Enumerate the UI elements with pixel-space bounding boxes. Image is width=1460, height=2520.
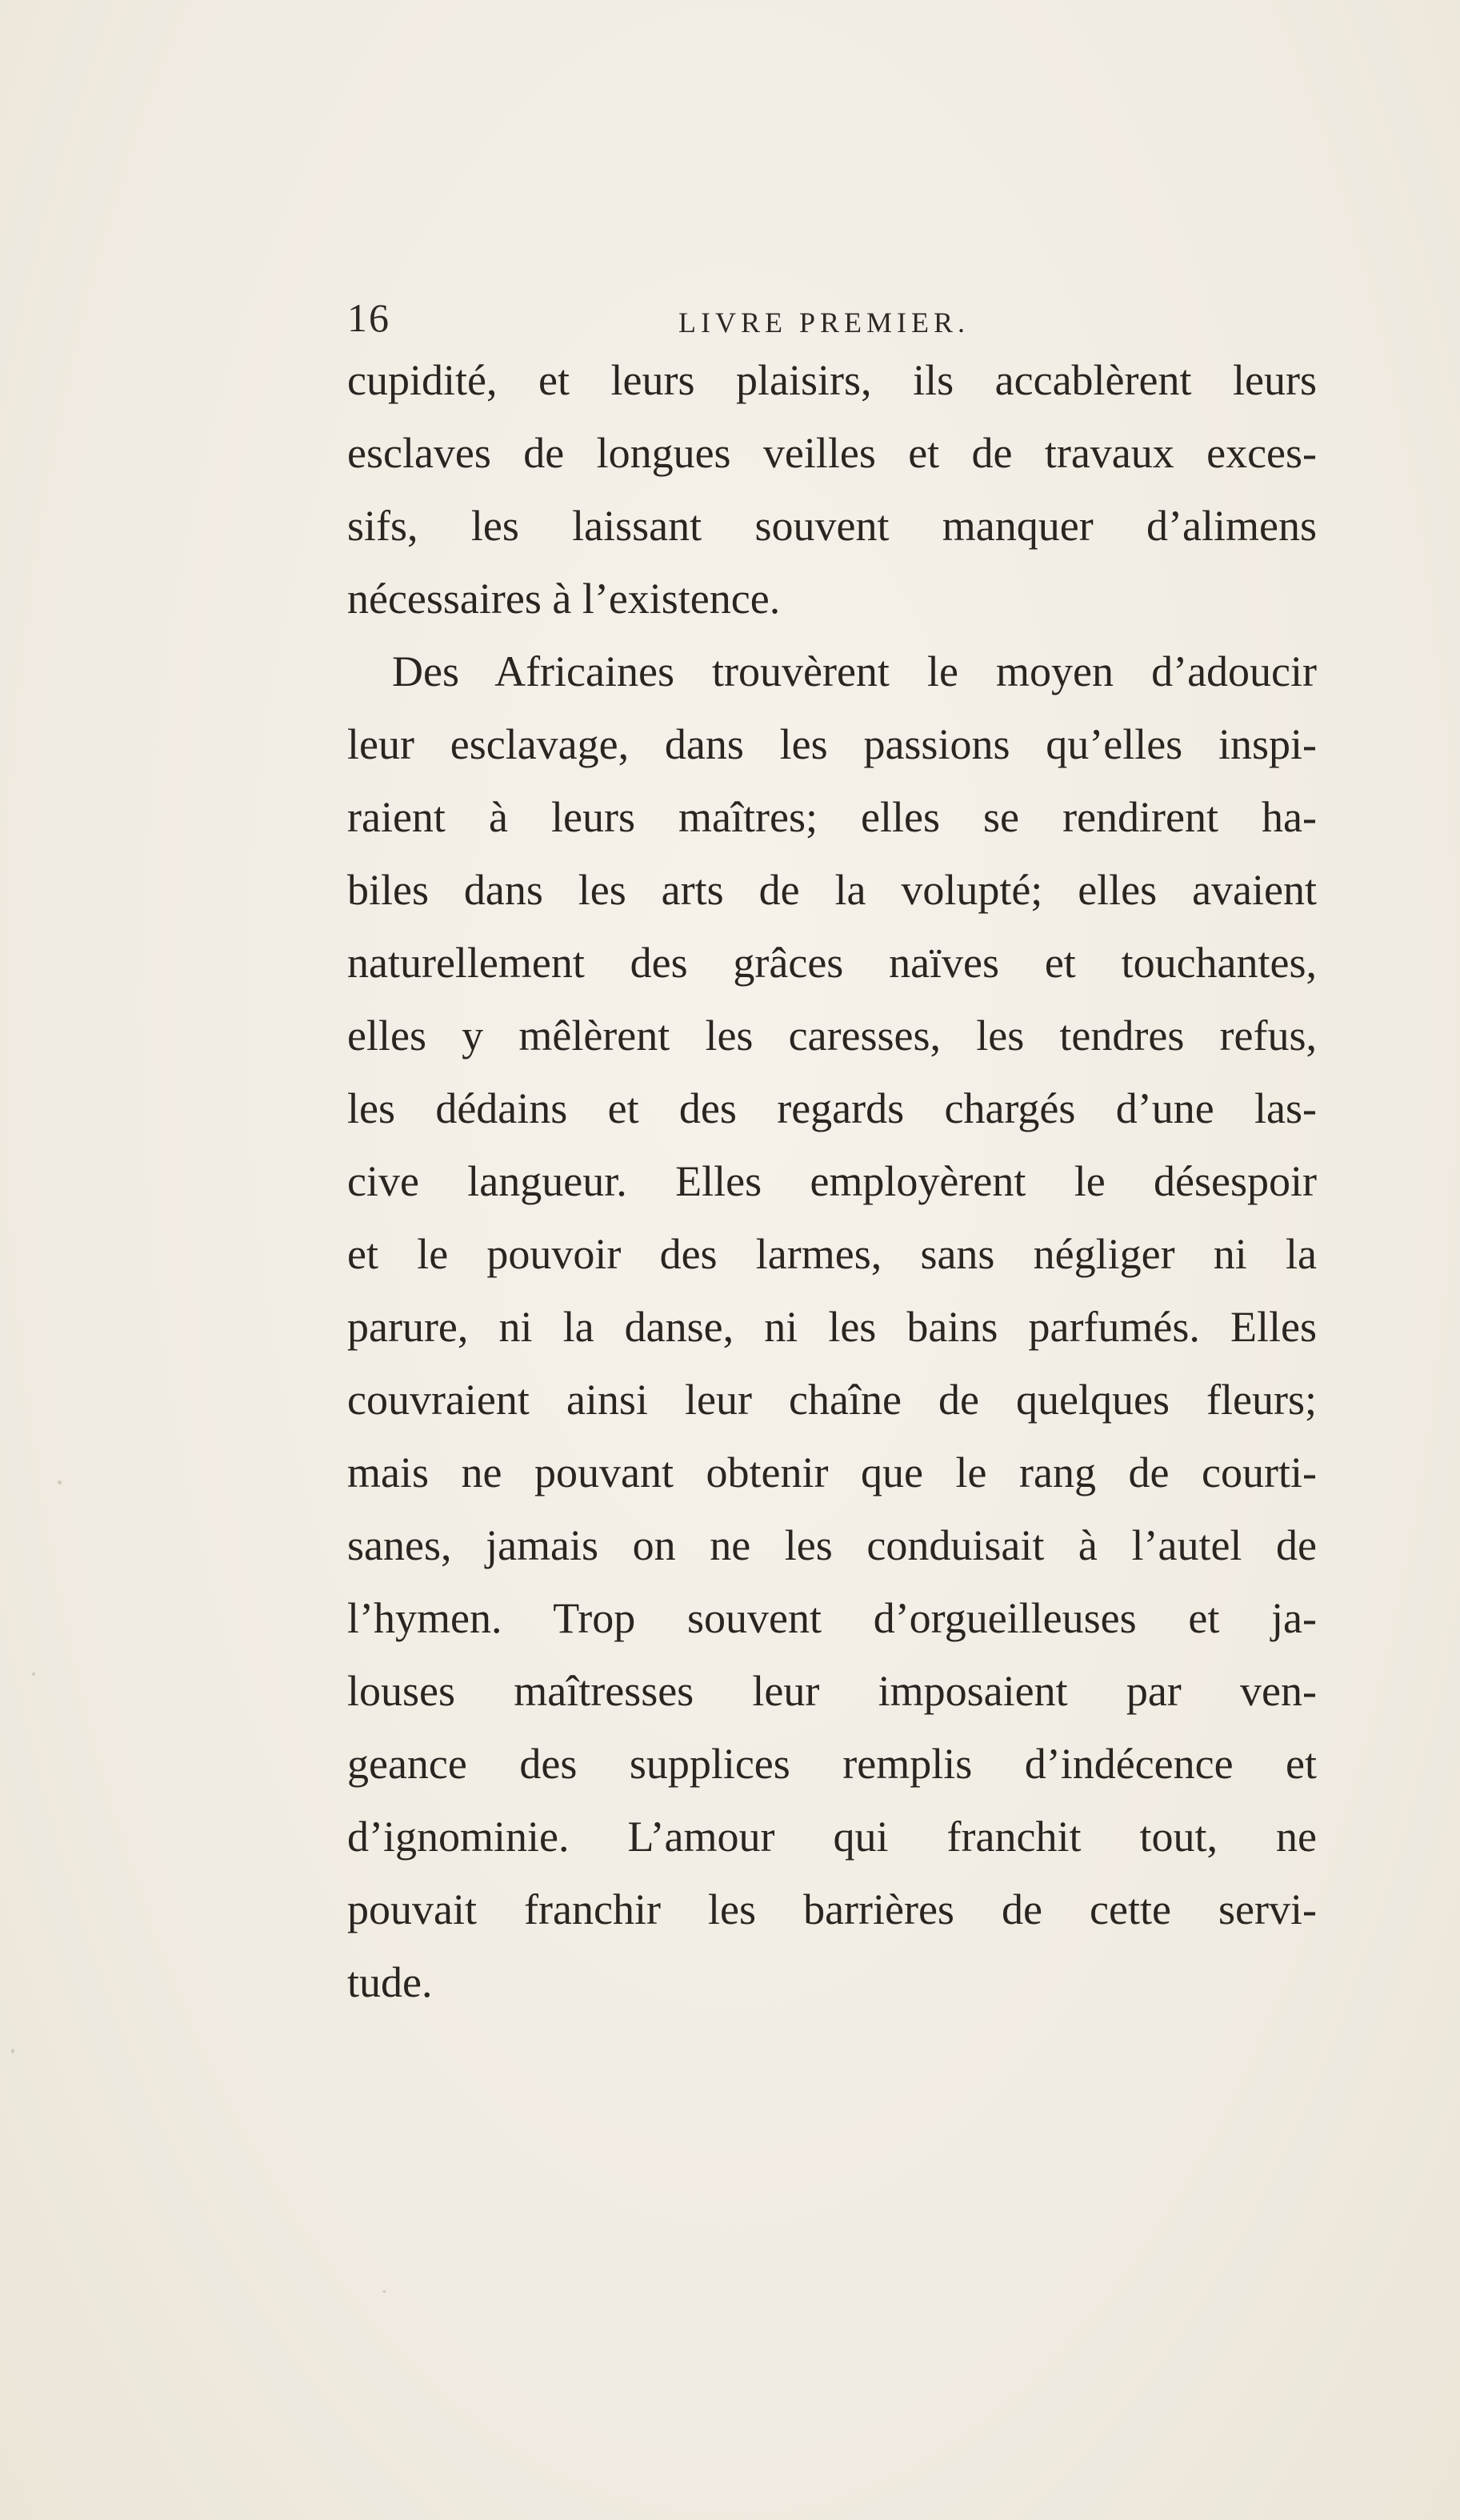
text-line: les dédains et des regards chargés d’une las- [347, 1084, 1317, 1132]
text-line: et le pouvoir des larmes, sans négliger ni la [347, 1230, 1317, 1278]
text-line: naturellement des grâces naïves et touchantes, [347, 939, 1317, 987]
paper-speck [58, 1480, 62, 1484]
paper-speck [11, 2049, 14, 2053]
paragraph-1 [347, 344, 1317, 635]
text-line: sifs, les laissant souvent manquer d’alimens [347, 502, 1317, 550]
running-head [347, 294, 1317, 351]
text-line: couvraient ainsi leur chaîne de quelques fleurs; [347, 1376, 1317, 1424]
text-line: geance des supplices remplis d’indécence et [347, 1740, 1317, 1788]
text-line: louses maîtresses leur imposaient par ven- [347, 1667, 1317, 1715]
text-line: tude. [347, 1958, 433, 2006]
text-line: cive langueur. Elles employèrent le désespoir [347, 1157, 1317, 1205]
text-line: l’hymen. Trop souvent d’orgueilleuses et ja- [347, 1594, 1317, 1642]
text-line: esclaves de longues veilles et de travaux exces- [347, 429, 1317, 477]
text-line: raient à leurs maîtres; elles se rendirent ha- [347, 793, 1317, 841]
text-line: nécessaires à l’existence. [347, 575, 781, 623]
text-line: parure, ni la danse, ni les bains parfumés. Elles [347, 1303, 1317, 1351]
text-line: mais ne pouvant obtenir que le rang de courti- [347, 1448, 1317, 1496]
body-text [347, 344, 1317, 2019]
paper-speck [382, 2290, 386, 2293]
text-line: sanes, jamais on ne les conduisait à l’autel de [347, 1521, 1317, 1569]
text-line: Des Africaines trouvèrent le moyen d’adoucir [392, 647, 1317, 695]
text-line: elles y mêlèrent les caresses, les tendres refus, [347, 1012, 1317, 1060]
text-line: cupidité, et leurs plaisirs, ils accablèrent leurs [347, 356, 1317, 404]
text-line: biles dans les arts de la volupté; elles avaient [347, 866, 1317, 914]
text-line: pouvait franchir les barrières de cette servi- [347, 1885, 1317, 1933]
paragraph-2 [347, 635, 1317, 2019]
page-number: 16 [347, 295, 390, 340]
text-line: d’ignominie. L’amour qui franchit tout, ne [347, 1813, 1317, 1861]
paper-speck [32, 1673, 35, 1676]
running-head-title: LIVRE PREMIER. [678, 306, 970, 339]
text-line: leur esclavage, dans les passions qu’elles inspi- [347, 720, 1317, 768]
